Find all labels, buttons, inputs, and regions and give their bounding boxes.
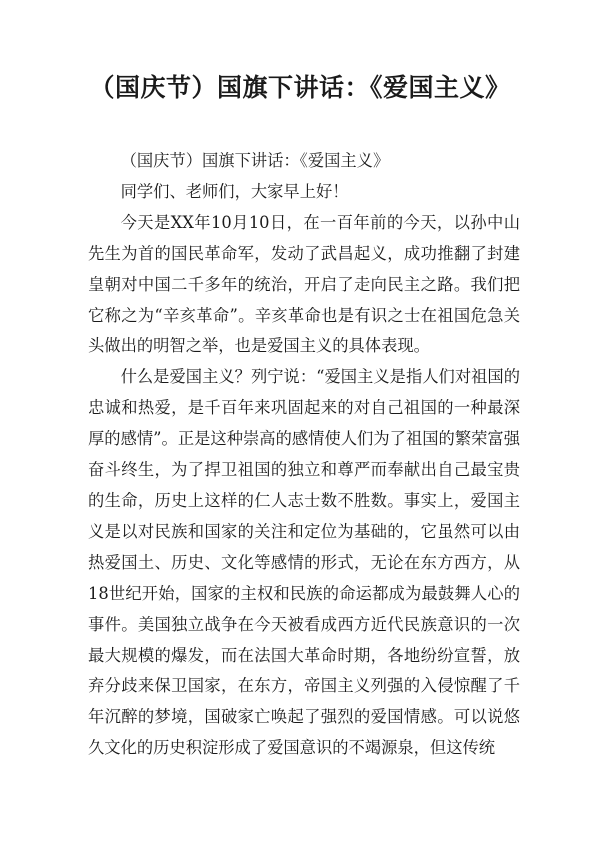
greeting-paragraph: 同学们、老师们，大家早上好！ [120, 181, 349, 201]
body-paragraph: 今天是XX年10月10日，在一百年前的今天，以孙中山先生为首的国民革命军，发动了武昌起义，成功推翻了封建皇朝对中国二千多年的统治，开启了走向民主之路。我们把它称之为“辛亥革命”。辛亥革命也是有识之士在祖国危急关头做出的明智之举，也是爱国主义的具体表现。 [88, 212, 520, 356]
document-title: （国庆节）国旗下讲话：《爱国主义》 [89, 73, 511, 102]
body-paragraph: 什么是爱国主义？列宁说：“爱国主义是指人们对祖国的忠诚和热爱，是千百年来巩固起来的对自己祖国的一种最深厚的感情”。正是这种崇高的感情使人们为了祖国的繁荣富强奋斗终生，为了捍卫祖国的独立和尊严而奉献出自己最宝贵的生命，历史上这样的仁人志士数不胜数。事实上，爱国主义是以对民族和国家的关注和定位为基础的，它虽然可以由热爱国土、历史、文化等感情的形式，无论在东方西方，从18世纪开始，国家的主权和民族的命运都成为最鼓舞人心的事件。美国独立战争在今天被看成西方近代民族意识的一次最大规模的爆发，而在法国大革命时期，各地纷纷宣誓，放弃分歧来保卫国家，在东方，帝国主义列强的入侵惊醒了千年沉醉的梦境，国破家亡唤起了强烈的爱国情感。可以说悠久文化的历史积淀形成了爱国意识的不竭源泉，但这传统 [88, 367, 520, 758]
document-body [88, 146, 520, 764]
document-subtitle: （国庆节）国旗下讲话：《爱国主义》 [120, 151, 390, 170]
